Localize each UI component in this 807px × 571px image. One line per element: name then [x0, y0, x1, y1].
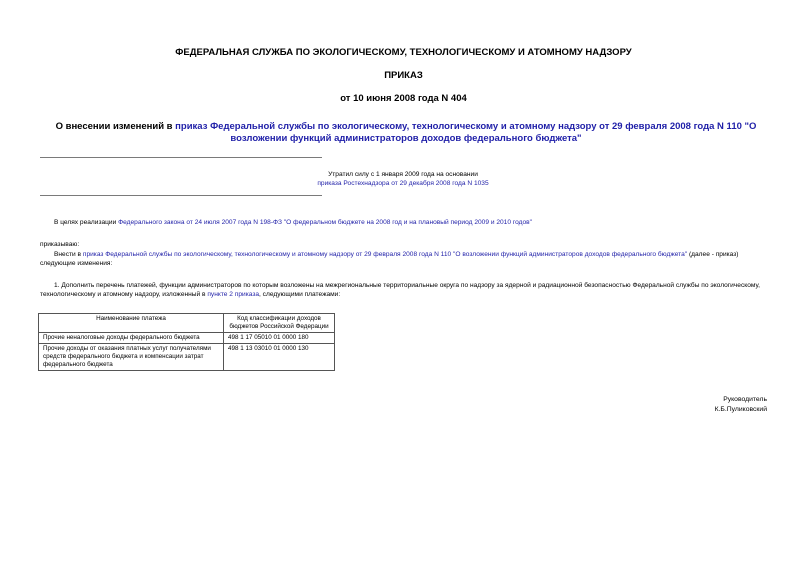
clause-2-link[interactable]: пункте 2 приказа: [207, 291, 260, 298]
table-cell: 498 1 17 05010 01 0000 180: [224, 333, 335, 344]
table-cell: Прочие доходы от оказания платных услуг получателями средств федерального бюджета и компенсации затрат федерального бюджета: [39, 344, 224, 371]
title-amended-order-link[interactable]: приказ Федеральной службы по экологическому, технологическому и атомному надзору от 29 февраля 2008 года N 110 "О возложении функций администраторов доходов федерального бюджета": [175, 121, 757, 144]
table-header-cell: Наименование платежа: [39, 314, 224, 333]
status-note-text: Утратил силу с 1 января 2009 года на основании: [328, 171, 478, 178]
para3-prefix: 1. Дополнить перечень платежей, функции администраторов по которым возложены на межрегиональные территориальные округа по надзору за ядерной и радиационной безопасностью Федеральной службы по экологическому, технологическому и атомному надзору, изложенный в: [40, 282, 760, 298]
para1-prefix: В целях реализации: [54, 219, 119, 226]
paragraph-amend: [40, 250, 770, 268]
table-row: [39, 344, 335, 371]
document-date-number: от 10 июня 2008 года N 404: [340, 93, 467, 104]
divider-top: [40, 157, 322, 158]
divider-bottom: [40, 195, 322, 196]
table-cell: 498 1 13 03010 01 0000 130: [224, 344, 335, 371]
table-header-cell: Код классификации доходов бюджетов Российской Федерации: [224, 314, 335, 333]
signatory-name: К.Б.Пуликовский: [714, 406, 767, 413]
document-type: ПРИКАЗ: [384, 70, 423, 81]
table-header-row: [39, 314, 335, 333]
status-note-link[interactable]: приказа Ростехнадзора от 29 декабря 2008 года N 1035: [317, 180, 489, 187]
table-cell: Прочие неналоговые доходы федерального бюджета: [39, 333, 224, 344]
para3-suffix: , следующими платежами:: [259, 291, 341, 298]
signature-block: [715, 395, 767, 415]
order-word: приказываю:: [40, 241, 80, 248]
title-prefix: О внесении изменений в: [55, 121, 176, 132]
agency-name: ФЕДЕРАЛЬНАЯ СЛУЖБА ПО ЭКОЛОГИЧЕСКОМУ, ТЕХНОЛОГИЧЕСКОМУ И АТОМНОМУ НАДЗОРУ: [175, 47, 632, 58]
status-note: [247, 170, 559, 188]
table-row: [39, 333, 335, 344]
paragraph-purpose: [40, 218, 770, 227]
document-title: [40, 121, 772, 145]
amended-order-link[interactable]: приказ Федеральной службы по экологическому, технологическому и атомному надзору от 29 февраля 2008 года N 110 "О возложении функций администраторов доходов федерального бюджета": [82, 251, 688, 258]
para2-suffix: (далее - приказ) следующие изменения:: [40, 251, 739, 267]
signatory-position: Руководитель: [723, 396, 767, 403]
payments-table: [38, 313, 335, 371]
paragraph-item-1: [40, 281, 770, 299]
para2-prefix: Внести в: [54, 251, 83, 258]
federal-law-link[interactable]: Федерального закона от 24 июля 2007 года N 198-ФЗ "О федеральном бюджете на 2008 год и на плановый период 2009 и 2010 годов": [118, 219, 532, 226]
